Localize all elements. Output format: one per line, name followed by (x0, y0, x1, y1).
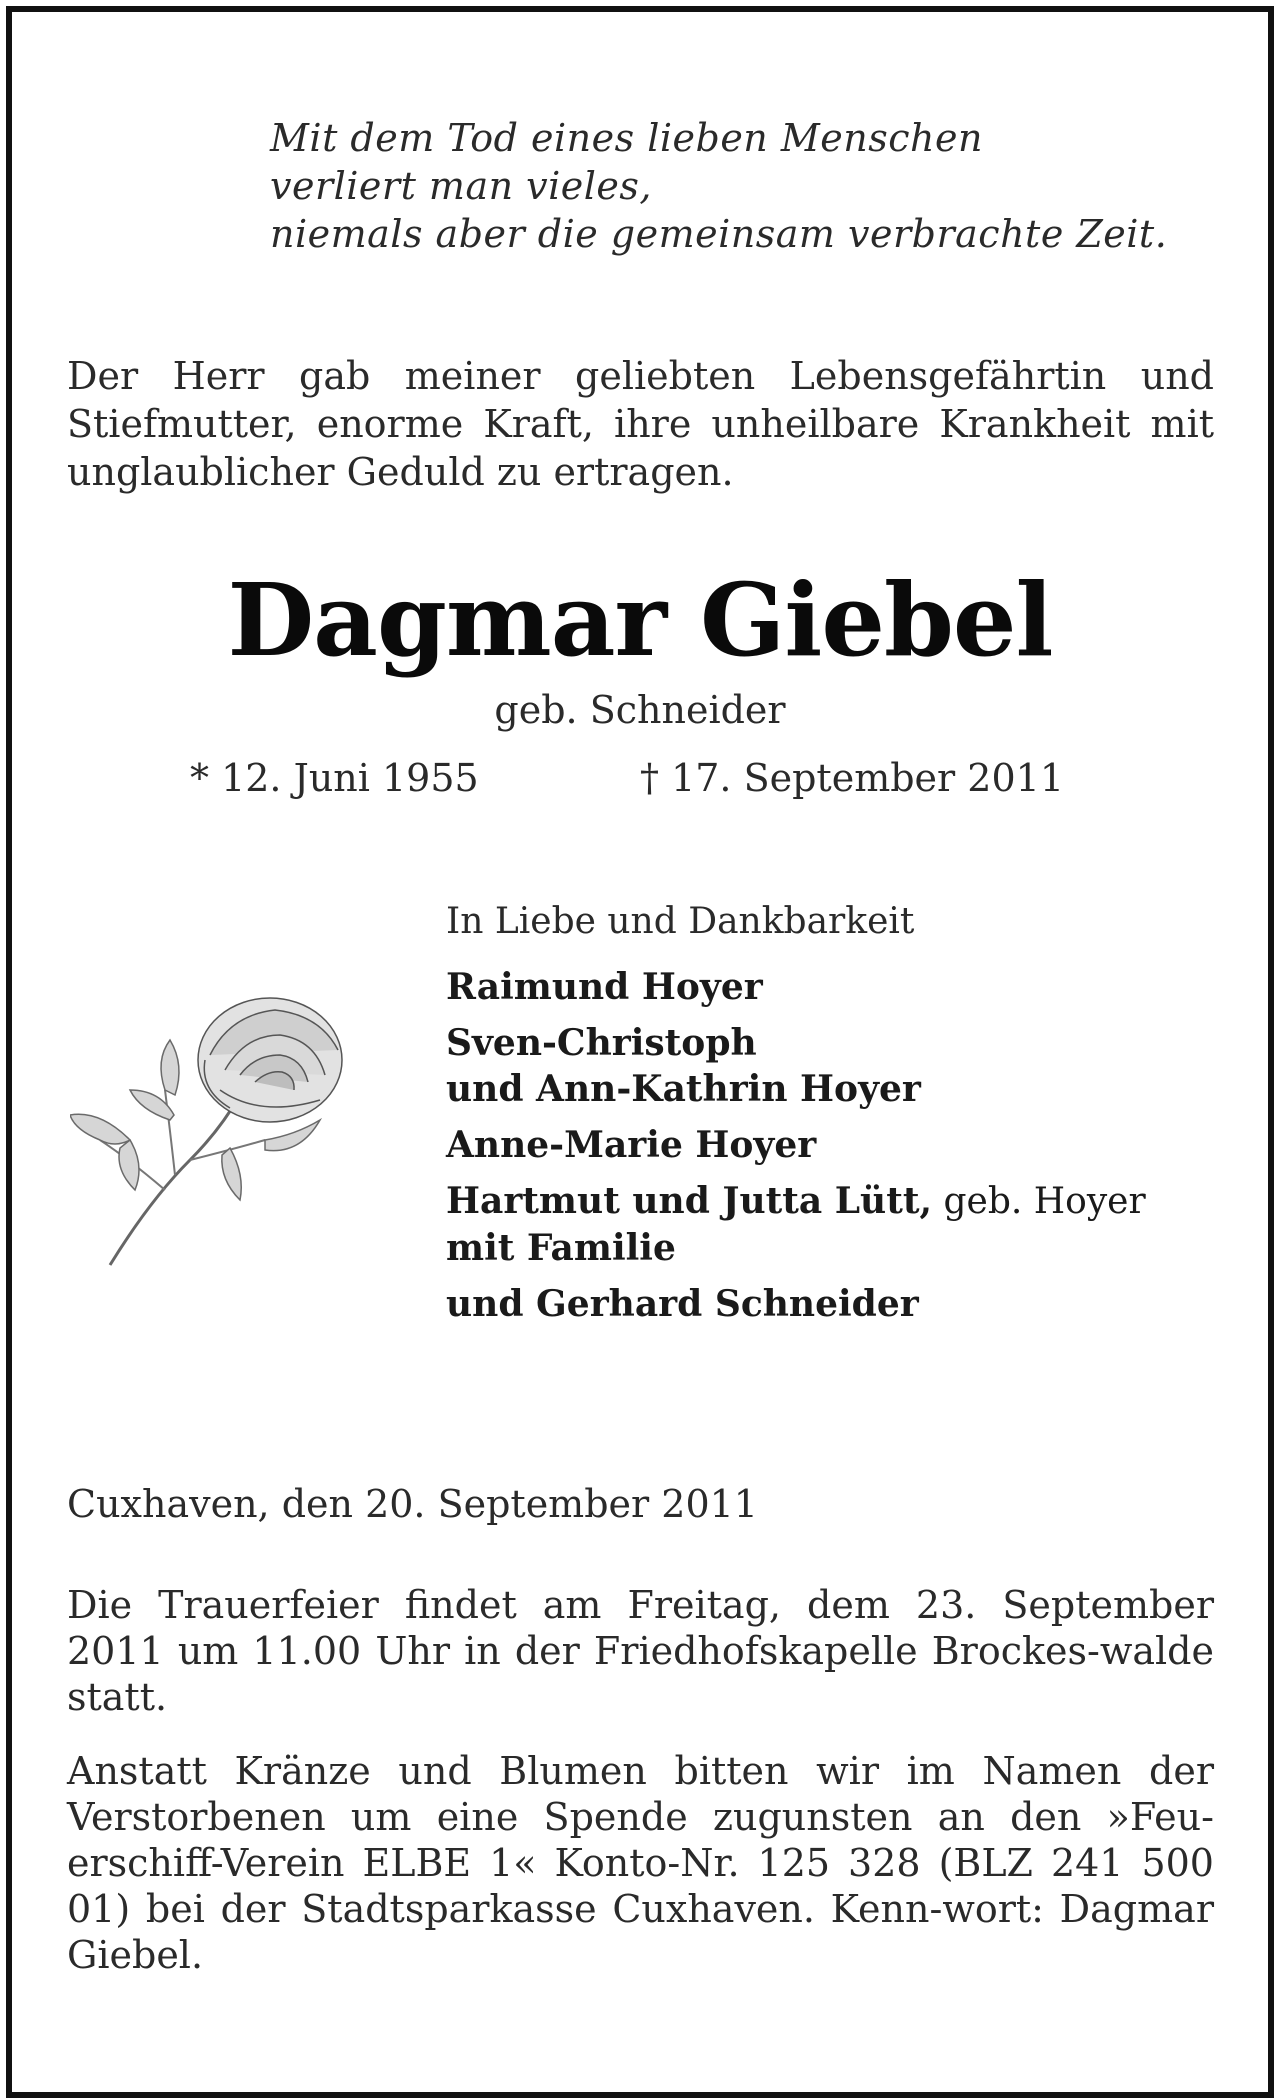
rose-illustration (70, 990, 360, 1280)
mourners-lead: In Liebe und Dankbarkeit (446, 901, 915, 942)
mourner-entry (446, 1020, 1226, 1112)
motto-quote (270, 114, 1167, 258)
motto-line: niemals aber die gemeinsam verbrachte Zeit. (270, 212, 1168, 256)
intro-paragraph: Der Herr gab meiner geliebten Lebensgefährtin und Stiefmutter, enorme Kraft, ihre unheilbare Krankheit mit unglaublicher Geduld zu ertragen. (67, 354, 1214, 494)
mourner-entry (446, 1122, 1226, 1168)
maiden-name: geb. Schneider (494, 688, 786, 732)
mourner-name-continued: und Ann-Kathrin Hoyer (446, 1068, 921, 1110)
mourner-maiden-name: geb. Hoyer (932, 1181, 1146, 1222)
motto-line: verliert man vieles, (270, 164, 653, 208)
mourner-name: Raimund Hoyer (446, 966, 763, 1008)
birth-date: * 12. Juni 1955 (190, 756, 479, 800)
mourner-name: Sven-Christoph (446, 1022, 757, 1064)
mourner-entry (446, 1281, 1226, 1327)
place-and-date: Cuxhaven, den 20. September 2011 (67, 1482, 758, 1526)
donation-notice: Anstatt Kränze und Blumen bitten wir im Namen der Verstorbenen um eine Spende zugunsten an den »Feu-erschiff-Verein ELBE 1« Konto-Nr. 125 328 (BLZ 241 500 01) bei der Stadtsparkasse Cuxhaven. Kenn-wort: Dagmar Giebel. (67, 1749, 1214, 1977)
mourner-name: Hartmut und Jutta Lütt, (446, 1180, 933, 1222)
death-date: † 17. September 2011 (640, 756, 1064, 800)
service-notice: Die Trauerfeier findet am Freitag, dem 23. September 2011 um 11.00 Uhr in der Friedhofskapelle Brockes-walde statt. (67, 1583, 1214, 1719)
mourner-entry (446, 1178, 1226, 1271)
mourner-name: und Gerhard Schneider (446, 1283, 919, 1325)
deceased-name: Dagmar Giebel (227, 561, 1053, 679)
mourner-entry (446, 964, 1226, 1010)
motto-line: Mit dem Tod eines lieben Menschen (270, 116, 983, 160)
mourners-block (446, 898, 1226, 1337)
mourner-name-continued: mit Familie (446, 1227, 676, 1269)
mourner-name: Anne-Marie Hoyer (446, 1124, 817, 1166)
